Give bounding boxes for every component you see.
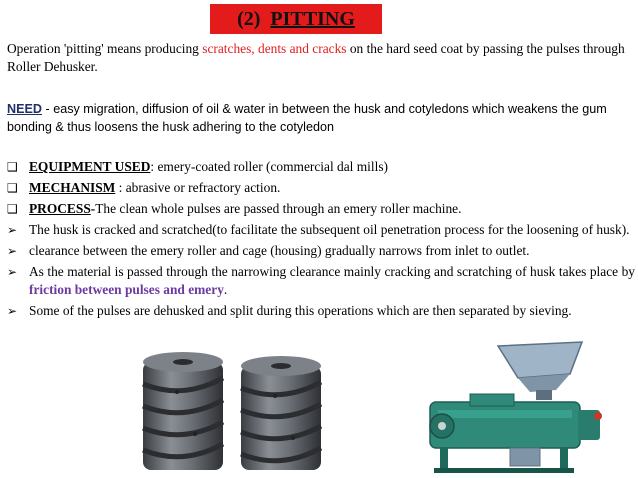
title-word: PITTING [270,7,355,30]
list-item [7,242,635,260]
arrow-text-3-highlight: friction between pulses and emery [29,282,224,297]
dal-mill-machine-image [410,340,620,476]
bullet-list [7,158,635,323]
intro-highlight: scratches, dents and cracks [202,41,347,56]
checkbox-bullet-icon: ❑ [7,181,18,195]
need-label: NEED [7,102,42,116]
list-item [7,221,635,239]
process-label: PROCESS [29,201,91,216]
arrow-text-2: clearance between the emery roller and cage (housing) gradually narrows from inlet to outlet. [29,243,530,258]
arrow-text-3a: As the material is passed through the narrowing clearance mainly cracking and scratching of husk takes place by [29,264,635,279]
need-text: - easy migration, diffusion of oil & water in between the husk and cotyledons which weakens the gum bonding & thus loosens the husk adhering to the cotyledon [7,102,607,134]
title-number: (2) [237,7,261,30]
equipment-text: : emery-coated roller (commercial dal mills) [150,159,388,174]
intro-paragraph [7,40,627,76]
need-paragraph [7,100,632,136]
intro-text-1: Operation 'pitting' means producing [7,41,203,56]
process-text: The clean whole pulses are passed through an emery roller machine. [95,201,462,216]
emery-rollers-image [137,348,335,476]
slide-title [210,4,382,34]
arrow-bullet-icon: ➢ [7,304,18,318]
process-sep: - [90,201,96,216]
machine-hopper [498,342,582,400]
list-item [7,179,635,197]
checkbox-bullet-icon: ❑ [7,202,18,216]
roller-right [241,356,321,470]
mechanism-text: : abrasive or refractory action. [115,180,281,195]
arrow-text-3b: . [223,282,228,297]
arrow-bullet-icon: ➢ [7,265,18,279]
mechanism-label: MECHANISM [29,180,116,195]
equipment-label: EQUIPMENT USED [29,159,151,174]
list-item [7,302,635,320]
list-item [7,158,635,176]
roller-left [143,352,223,470]
arrow-text-4: Some of the pulses are dehusked and split during this operations which are then separated by sieving. [29,303,572,318]
arrow-text-1: The husk is cracked and scratched(to facilitate the subsequent oil penetration process for the loosening of husk). [29,222,630,237]
arrow-bullet-icon: ➢ [7,223,18,237]
machine-legs [434,448,574,473]
list-item [7,200,635,218]
intro-text-2: on the hard seed coat by passing the pulses through Roller Dehusker. [7,41,625,74]
machine-body [430,394,602,448]
arrow-bullet-icon: ➢ [7,244,18,258]
checkbox-bullet-icon: ❑ [7,160,18,174]
list-item [7,263,635,299]
